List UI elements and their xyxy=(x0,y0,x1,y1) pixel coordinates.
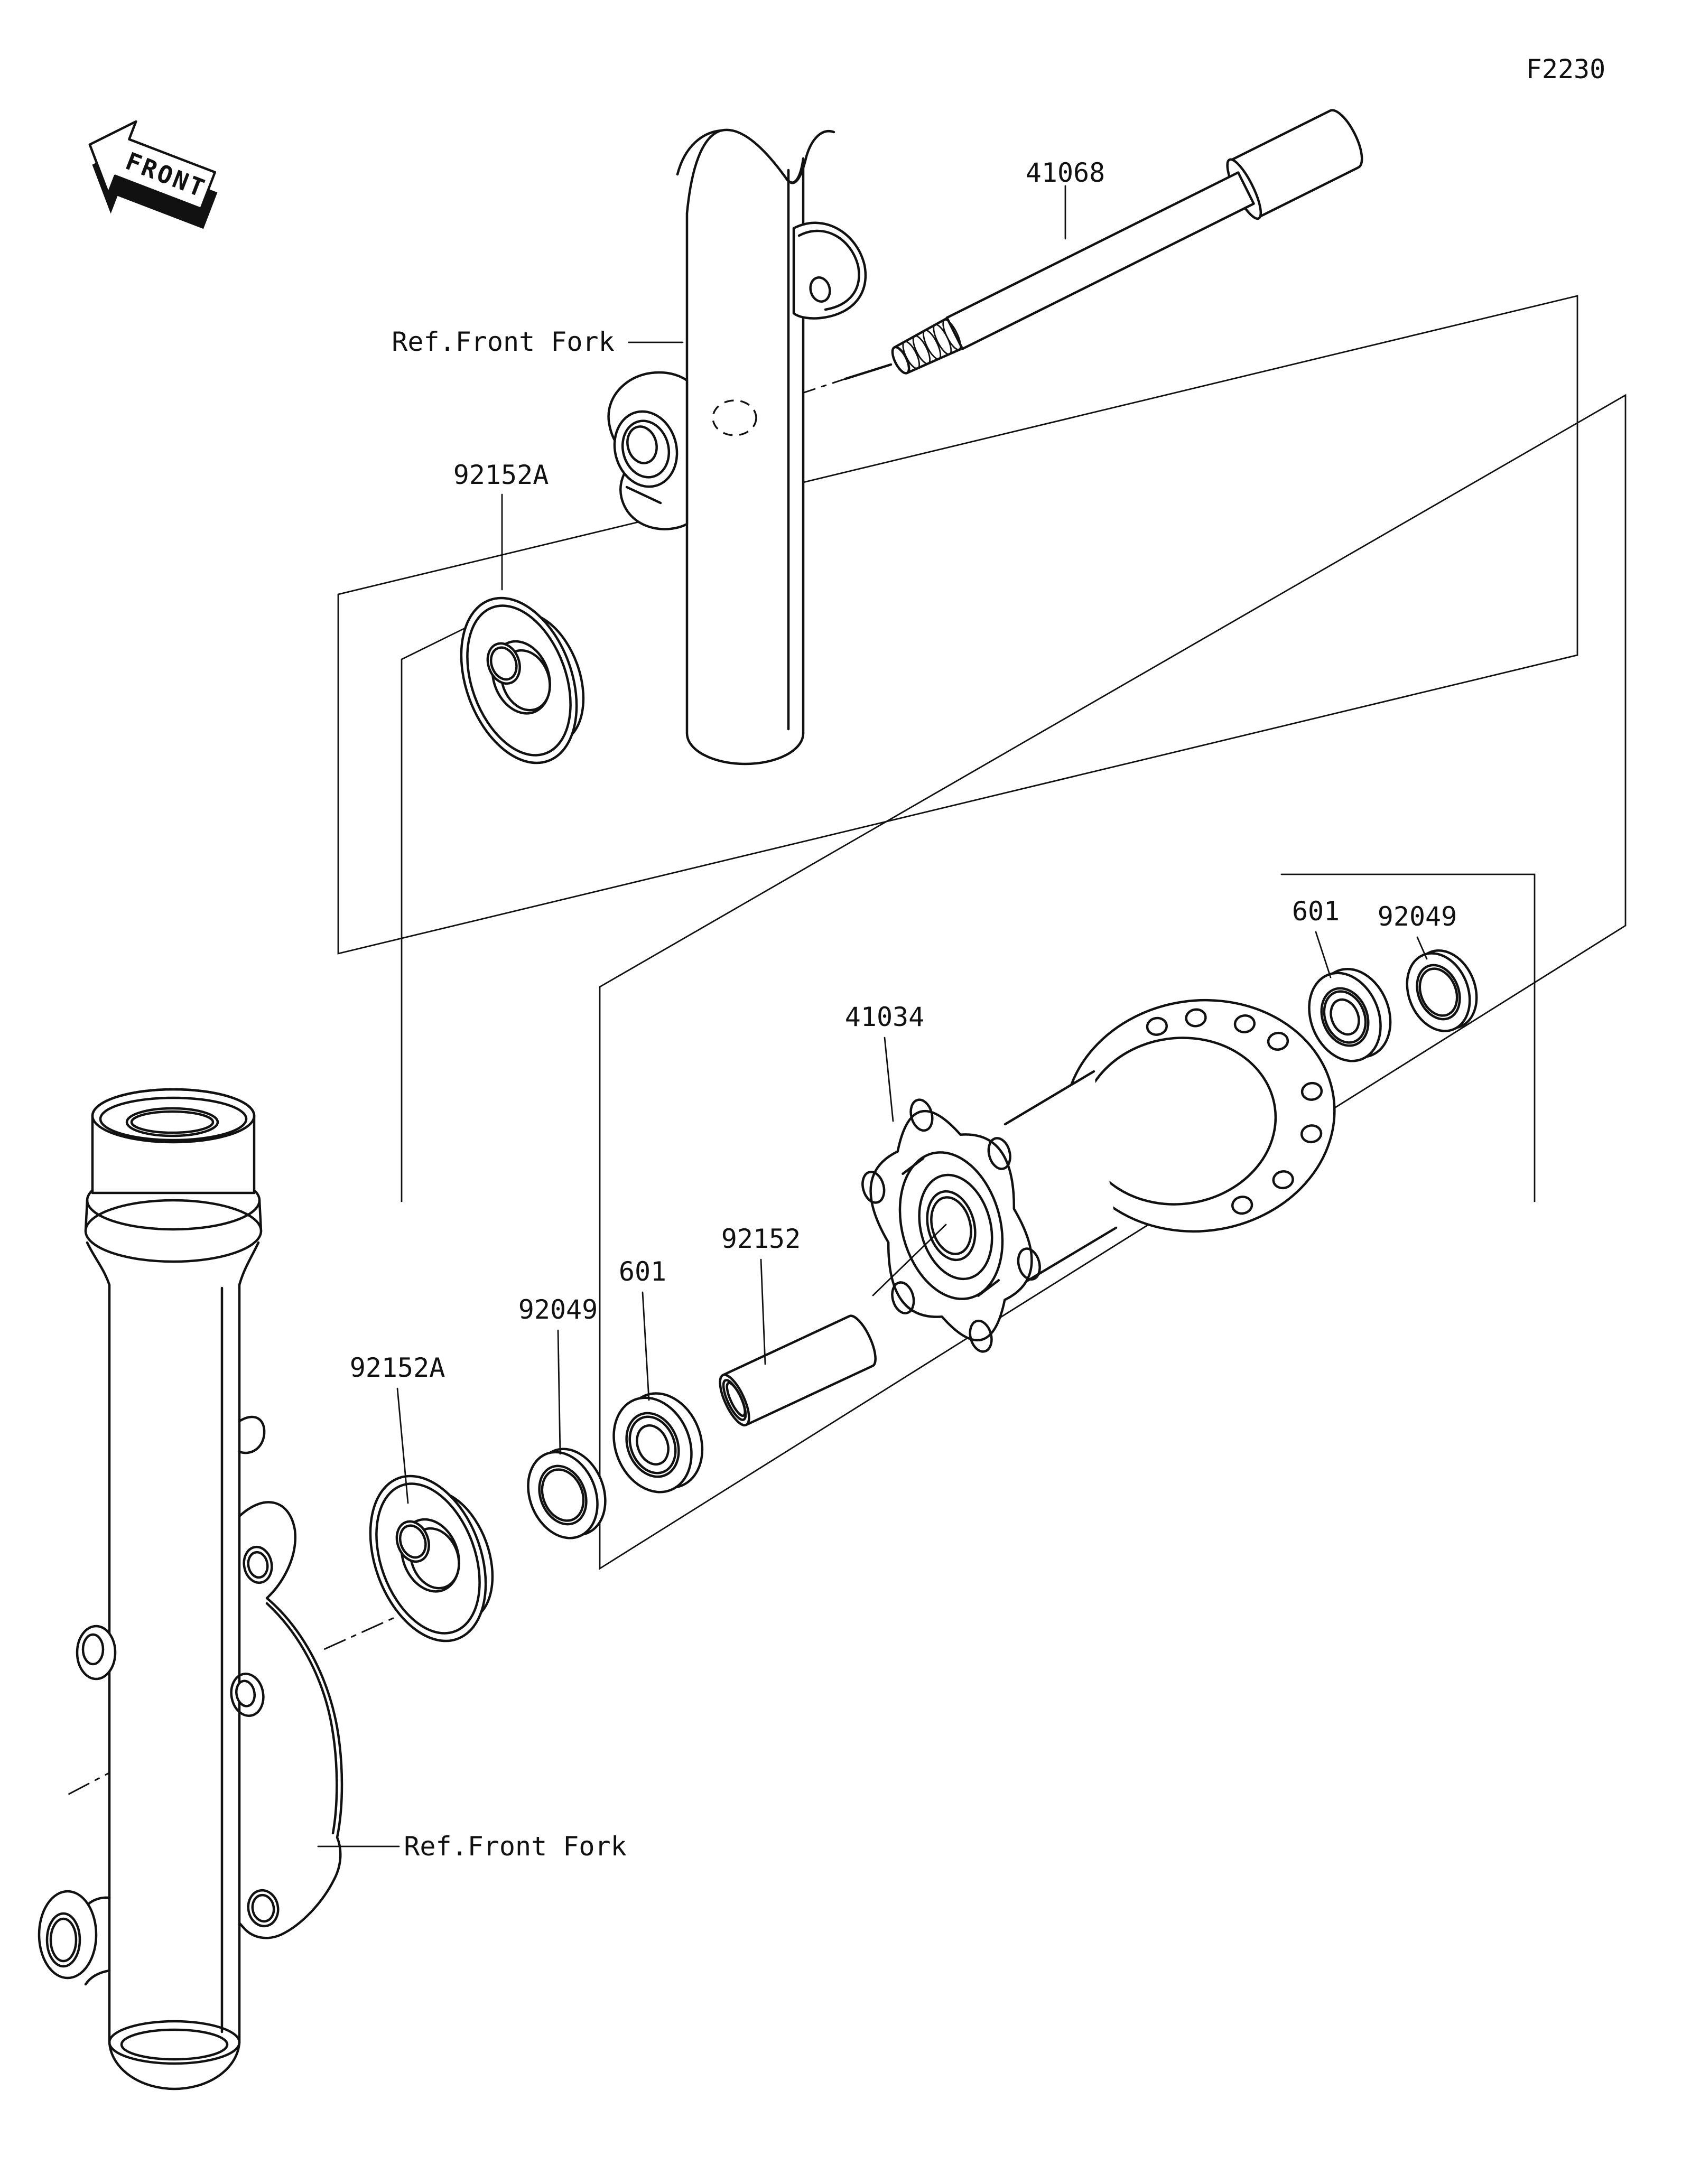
fork-axle-holder-upper xyxy=(606,372,687,529)
axle-boss-upper-left xyxy=(77,1626,115,1679)
axle-shaft xyxy=(947,172,1254,349)
front-direction-arrow xyxy=(69,109,230,247)
label-cap-lower: 92152A xyxy=(349,1352,445,1383)
front-fork-leg-lower xyxy=(39,1089,342,2089)
label-bearing-left: 601 xyxy=(618,1256,667,1287)
leader-bearing-right xyxy=(1316,932,1331,977)
grease-seal-right xyxy=(1396,941,1488,1040)
fork-hook-detail xyxy=(239,1417,264,1453)
leader-collar xyxy=(761,1259,765,1364)
front-arrow-label: FRONT xyxy=(122,146,210,203)
figure-code: F2230 xyxy=(1526,54,1606,85)
label-collar: 92152 xyxy=(721,1224,801,1254)
leader-bearing-left xyxy=(643,1292,649,1400)
label-axle: 41068 xyxy=(1025,157,1105,188)
leader-hub xyxy=(885,1038,893,1121)
fork-slider-tube xyxy=(109,1281,239,2089)
ball-bearing-left xyxy=(600,1382,716,1504)
fork-tube-body xyxy=(687,130,803,764)
grease-seal-left xyxy=(516,1439,618,1548)
front-hub xyxy=(844,983,1350,1370)
label-seal-left: 92049 xyxy=(518,1294,598,1325)
label-cap-upper: 92152A xyxy=(453,460,549,490)
label-bearing-right: 601 xyxy=(1292,896,1340,927)
label-seal-right: 92049 xyxy=(1377,901,1457,932)
label-ref-fork-upper: Ref.Front Fork xyxy=(392,326,615,357)
fork-taper-fill xyxy=(87,1243,258,1285)
front-fork-tube-upper xyxy=(606,130,866,764)
leader-seal-left xyxy=(558,1330,560,1454)
axle-collar xyxy=(714,1312,881,1429)
fork-tab-bracket xyxy=(794,223,866,319)
axle-centerline-upper-solid xyxy=(846,365,891,379)
front-axle xyxy=(881,105,1369,392)
label-hub: 41034 xyxy=(844,1002,925,1032)
axle-cap-upper xyxy=(440,580,605,779)
axle-boss-lower-left xyxy=(39,1891,109,1984)
label-ref-fork-lower: Ref.Front Fork xyxy=(404,1831,627,1862)
